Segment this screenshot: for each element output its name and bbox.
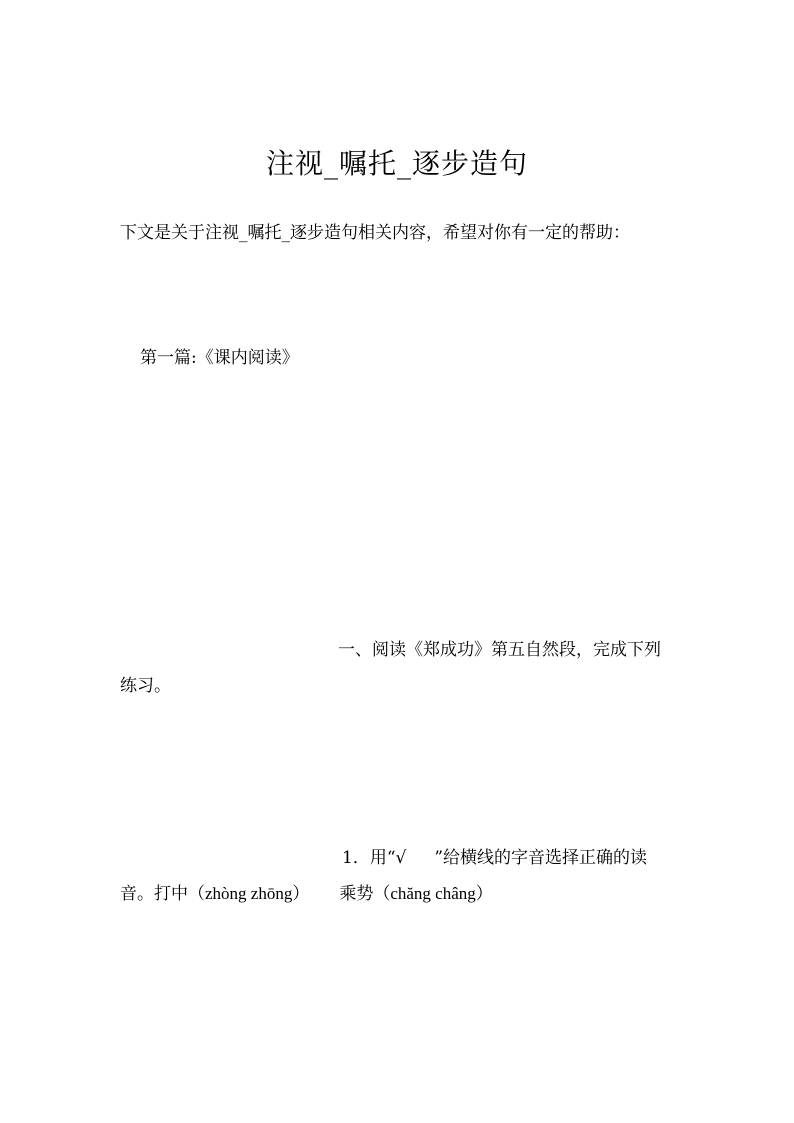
closing-paren-2: ） bbox=[475, 884, 493, 904]
question-1: 一、阅读《郑成功》第五自然段，完成下列练习。 bbox=[120, 640, 661, 696]
closing-paren-1: ） bbox=[292, 884, 310, 904]
section-heading: 第一篇:《课内阅读》 bbox=[140, 348, 299, 368]
question-prefix: 1．用“√ bbox=[342, 848, 407, 868]
pinyin-option-1: zhòng zhōng bbox=[205, 884, 293, 903]
question-suffix: ”给横线的字音选择正确的读音。打中（ bbox=[120, 848, 648, 904]
pinyin-option-2: chăng châng bbox=[390, 884, 476, 903]
question-1-item-1 bbox=[120, 840, 676, 912]
intro-paragraph: 下文是关于注视_嘱托_逐步造句相关内容，希望对你有一定的帮助： bbox=[120, 223, 630, 243]
document-title: 注视_嘱托_逐步造句 bbox=[265, 147, 528, 180]
word-2: 乘势（ bbox=[339, 884, 391, 904]
